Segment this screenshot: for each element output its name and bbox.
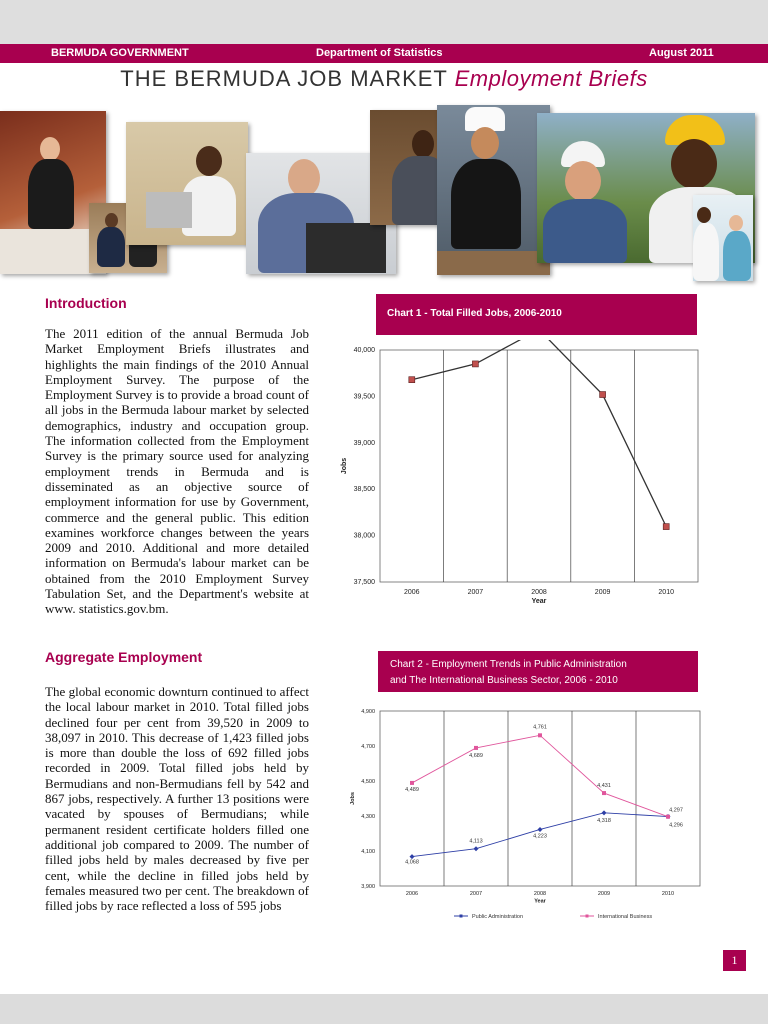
chart2-title-line2: and The International Business Sector, 2006 - 2010	[390, 675, 618, 686]
data-point	[602, 791, 606, 795]
top-margin	[0, 0, 768, 44]
x-tick-label: 2008	[533, 891, 547, 897]
intro-heading: Introduction	[45, 295, 127, 311]
y-tick-label: 4,300	[361, 814, 375, 820]
y-tick-label: 4,100	[361, 849, 375, 855]
y-tick-label: 4,700	[361, 744, 375, 750]
x-axis-label: Year	[534, 898, 546, 905]
x-tick-label: 2010	[661, 891, 675, 897]
legend-marker	[586, 915, 589, 918]
header-left: BERMUDA GOVERNMENT	[51, 47, 189, 59]
photo-call-center	[126, 122, 248, 245]
header-date: August 2011	[649, 47, 714, 59]
y-axis-label: Jobs	[350, 792, 356, 805]
x-tick-label: 2007	[467, 589, 484, 596]
data-label: 4,761	[533, 724, 547, 731]
data-label: 4,489	[405, 786, 419, 793]
data-label: 4,689	[469, 752, 483, 759]
chart2-svg	[330, 700, 722, 926]
page-title	[0, 66, 768, 92]
data-point	[538, 733, 542, 737]
y-tick-label: 4,500	[361, 779, 375, 785]
data-point	[474, 746, 478, 750]
data-label: 4,297	[669, 807, 683, 814]
photo-collage	[0, 105, 768, 290]
chart1-panel	[330, 340, 720, 615]
chart1-title-box	[376, 294, 697, 335]
header-center: Department of Statistics	[316, 47, 443, 59]
data-label: 4,223	[533, 833, 547, 840]
y-tick-label: 39,000	[353, 439, 375, 447]
plot-area	[380, 350, 698, 582]
chart1-svg	[330, 340, 720, 615]
y-tick-label: 3,900	[361, 884, 375, 890]
y-tick-label: 38,500	[353, 486, 375, 494]
chart1-title: Chart 1 - Total Filled Jobs, 2006-2010	[387, 308, 562, 319]
y-tick-label: 40,000	[353, 347, 375, 354]
y-tick-label: 38,000	[353, 532, 375, 540]
x-axis-label: Year	[531, 598, 547, 605]
data-point	[600, 392, 606, 398]
aggregate-paragraph: The global economic downturn continued to affect the local labour market in 2010. Total filled jobs declined four per cent from 39,520 in 2009 to 38,097 in 2010. This decrease of 1,423 filled jobs is more than double the loss of 692 filled jobs recorded in 2009. Total filled jobs held by Bermudians and non-Bermudians fell by 542 and 867 jobs, respectively. A further 13 positions were vacated by spouses of Bermudians; while permanent resident certificate holders filled one additional job compared to 2009. The number of filled jobs held by males decreased by five per cent, while the decline in filled jobs held by females measured two per cent. The breakdown of filled jobs by race reflected a loss of 595 jobs	[45, 684, 309, 914]
photo-nurses	[693, 195, 753, 281]
x-tick-label: 2009	[594, 589, 611, 596]
chart2-title-line1: Chart 2 - Employment Trends in Public Administration	[390, 659, 627, 670]
chart2-panel	[330, 700, 722, 926]
data-label: 4,431	[597, 783, 611, 790]
x-tick-label: 2006	[404, 589, 420, 596]
y-tick-label: 37,500	[353, 579, 375, 586]
data-point	[666, 815, 670, 819]
x-tick-label: 2010	[658, 589, 674, 596]
aggregate-heading: Aggregate Employment	[45, 649, 203, 665]
legend-label: Public Administration	[472, 914, 524, 920]
data-point	[472, 361, 478, 367]
data-label: 4,113	[469, 838, 483, 845]
data-label: 4,318	[597, 817, 611, 824]
x-tick-label: 2008	[531, 589, 547, 596]
data-label: 4,296	[669, 822, 683, 829]
x-tick-label: 2009	[597, 891, 611, 897]
data-point	[410, 781, 414, 785]
header-bar	[0, 44, 768, 63]
data-point	[409, 377, 415, 383]
y-tick-label: 39,500	[353, 393, 375, 401]
x-tick-label: 2006	[405, 891, 419, 897]
data-point	[663, 524, 669, 530]
legend-marker	[460, 915, 463, 918]
y-tick-label: 4,900	[361, 709, 375, 715]
data-label: 4,068	[405, 859, 419, 866]
y-axis-label: Jobs	[341, 457, 348, 475]
title-main: THE BERMUDA JOB MARKET	[120, 66, 455, 91]
photo-chef	[437, 105, 550, 275]
intro-paragraph: The 2011 edition of the annual Bermuda Job Market Employment Briefs illustrates and highlights the main findings of the 2010 Annual Employment Survey. The purpose of the Employment Survey is to provide a broad count of all jobs in the Bermuda labour market by selected demographics, industry and occupation group. The information collected from the Employment Survey is the primary source used for analyzing employment trends in Bermuda and is disseminated as an objective source of employment information for use by Government, commerce and the general public. This edition examines workforce changes between the years 2009 and 2010. Additional and more detailed information on Bermuda's labour market can be obtained from the 2010 Employment Survey Tabulation Set, and the Department's website at www. statistics.gov.bm.	[45, 326, 309, 617]
x-tick-label: 2007	[469, 891, 483, 897]
page-number: 1	[723, 950, 746, 971]
legend-label: International Business	[598, 914, 653, 920]
title-accent: Employment Briefs	[454, 66, 648, 91]
chart2-title-box	[378, 651, 698, 692]
